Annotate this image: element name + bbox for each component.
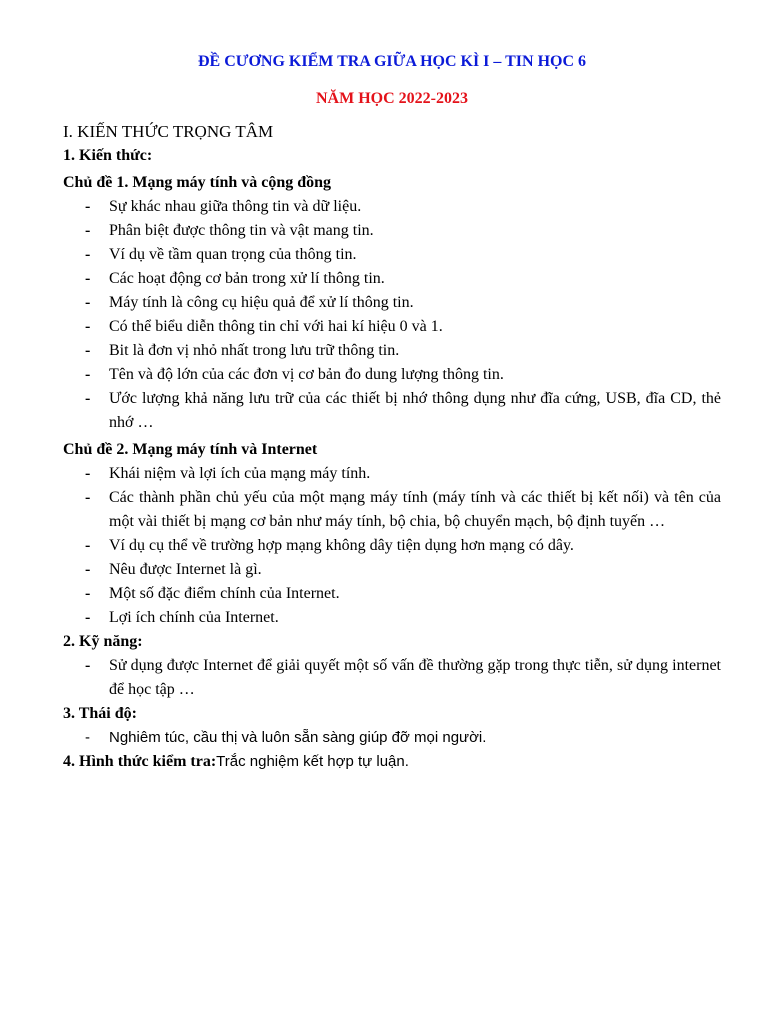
bullet-dash: -: [85, 198, 91, 215]
bullet-dash: -: [85, 246, 91, 263]
document-page: [63, 48, 721, 774]
document-title: ĐỀ CƯƠNG KIỂM TRA GIỮA HỌC KÌ I – TIN HỌC 6: [197, 53, 587, 70]
exam-format-value: Trắc nghiệm kết hợp tự luận.: [216, 753, 409, 770]
list-item: - Máy tính là công cụ hiệu quả để xử lí thông tin.: [63, 291, 721, 315]
list-item: - Tên và độ lớn của các đơn vị cơ bản đo dung lượng thông tin.: [63, 363, 721, 387]
section-heading: I. KIẾN THỨC TRỌNG TÂM: [63, 122, 274, 141]
topic1-list: [63, 195, 721, 435]
list-item: - Ước lượng khả năng lưu trữ của các thiết bị nhớ thông dụng như đĩa cứng, USB, đĩa CD, thẻ nhớ …: [63, 387, 721, 435]
exam-format: [63, 750, 721, 774]
bullet-dash: -: [85, 537, 91, 554]
topic1-heading: Chủ đề 1. Mạng máy tính và cộng đồng: [63, 174, 332, 191]
list-item: - Sự khác nhau giữa thông tin và dữ liệu.: [63, 195, 721, 219]
bullet-dash: -: [85, 609, 91, 626]
list-item: - Ví dụ cụ thể về trường hợp mạng không dây tiện dụng hơn mạng có dây.: [63, 534, 721, 558]
bullet-dash: -: [85, 270, 91, 287]
list-item: - Các hoạt động cơ bản trong xử lí thông tin.: [63, 267, 721, 291]
exam-format-label: 4. Hình thức kiểm tra:: [63, 753, 217, 770]
bullet-dash: -: [85, 585, 91, 602]
list-item: - Có thể biểu diễn thông tin chỉ với hai kí hiệu 0 và 1.: [63, 315, 721, 339]
list-item: - Khái niệm và lợi ích của mạng máy tính.: [63, 462, 721, 486]
bullet-dash: -: [85, 342, 91, 359]
list-item: - Bit là đơn vị nhỏ nhất trong lưu trữ thông tin.: [63, 339, 721, 363]
list-item: - Nêu được Internet là gì.: [63, 558, 721, 582]
topic2-heading: Chủ đề 2. Mạng máy tính và Internet: [63, 441, 318, 458]
list-item: - Sử dụng được Internet để giải quyết một số vấn đề thường gặp trong thực tiễn, sử dụng internet để học tập …: [63, 654, 721, 702]
list-item: - Các thành phần chủ yếu của một mạng máy tính (máy tính và các thiết bị kết nối) và tên của một vài thiết bị mạng cơ bản như máy tính, bộ chia, bộ chuyển mạch, bộ định tuyến …: [63, 486, 721, 534]
school-year: NĂM HỌC 2022-2023: [316, 90, 468, 107]
bullet-dash: -: [85, 561, 91, 578]
skills-list: [63, 654, 721, 702]
bullet-dash: -: [85, 366, 91, 383]
topic2-list: [63, 462, 721, 630]
attitude-heading: 3. Thái độ:: [63, 705, 137, 722]
list-item: - Phân biệt được thông tin và vật mang tin.: [63, 219, 721, 243]
bullet-dash: -: [85, 390, 91, 407]
bullet-dash: -: [85, 318, 91, 335]
bullet-dash: -: [85, 222, 91, 239]
list-item: - Lợi ích chính của Internet.: [63, 606, 721, 630]
list-item: - Một số đặc điểm chính của Internet.: [63, 582, 721, 606]
attitude-list: [63, 726, 721, 750]
list-item: - Nghiêm túc, cầu thị và luôn sẵn sàng giúp đỡ mọi người.: [63, 726, 721, 750]
bullet-dash: -: [85, 729, 90, 746]
skills-heading: 2. Kỹ năng:: [63, 633, 143, 650]
bullet-dash: -: [85, 657, 91, 674]
bullet-dash: -: [85, 489, 91, 506]
list-item: - Ví dụ về tầm quan trọng của thông tin.: [63, 243, 721, 267]
bullet-dash: -: [85, 465, 91, 482]
knowledge-heading: 1. Kiến thức:: [63, 147, 153, 164]
bullet-dash: -: [85, 294, 91, 311]
